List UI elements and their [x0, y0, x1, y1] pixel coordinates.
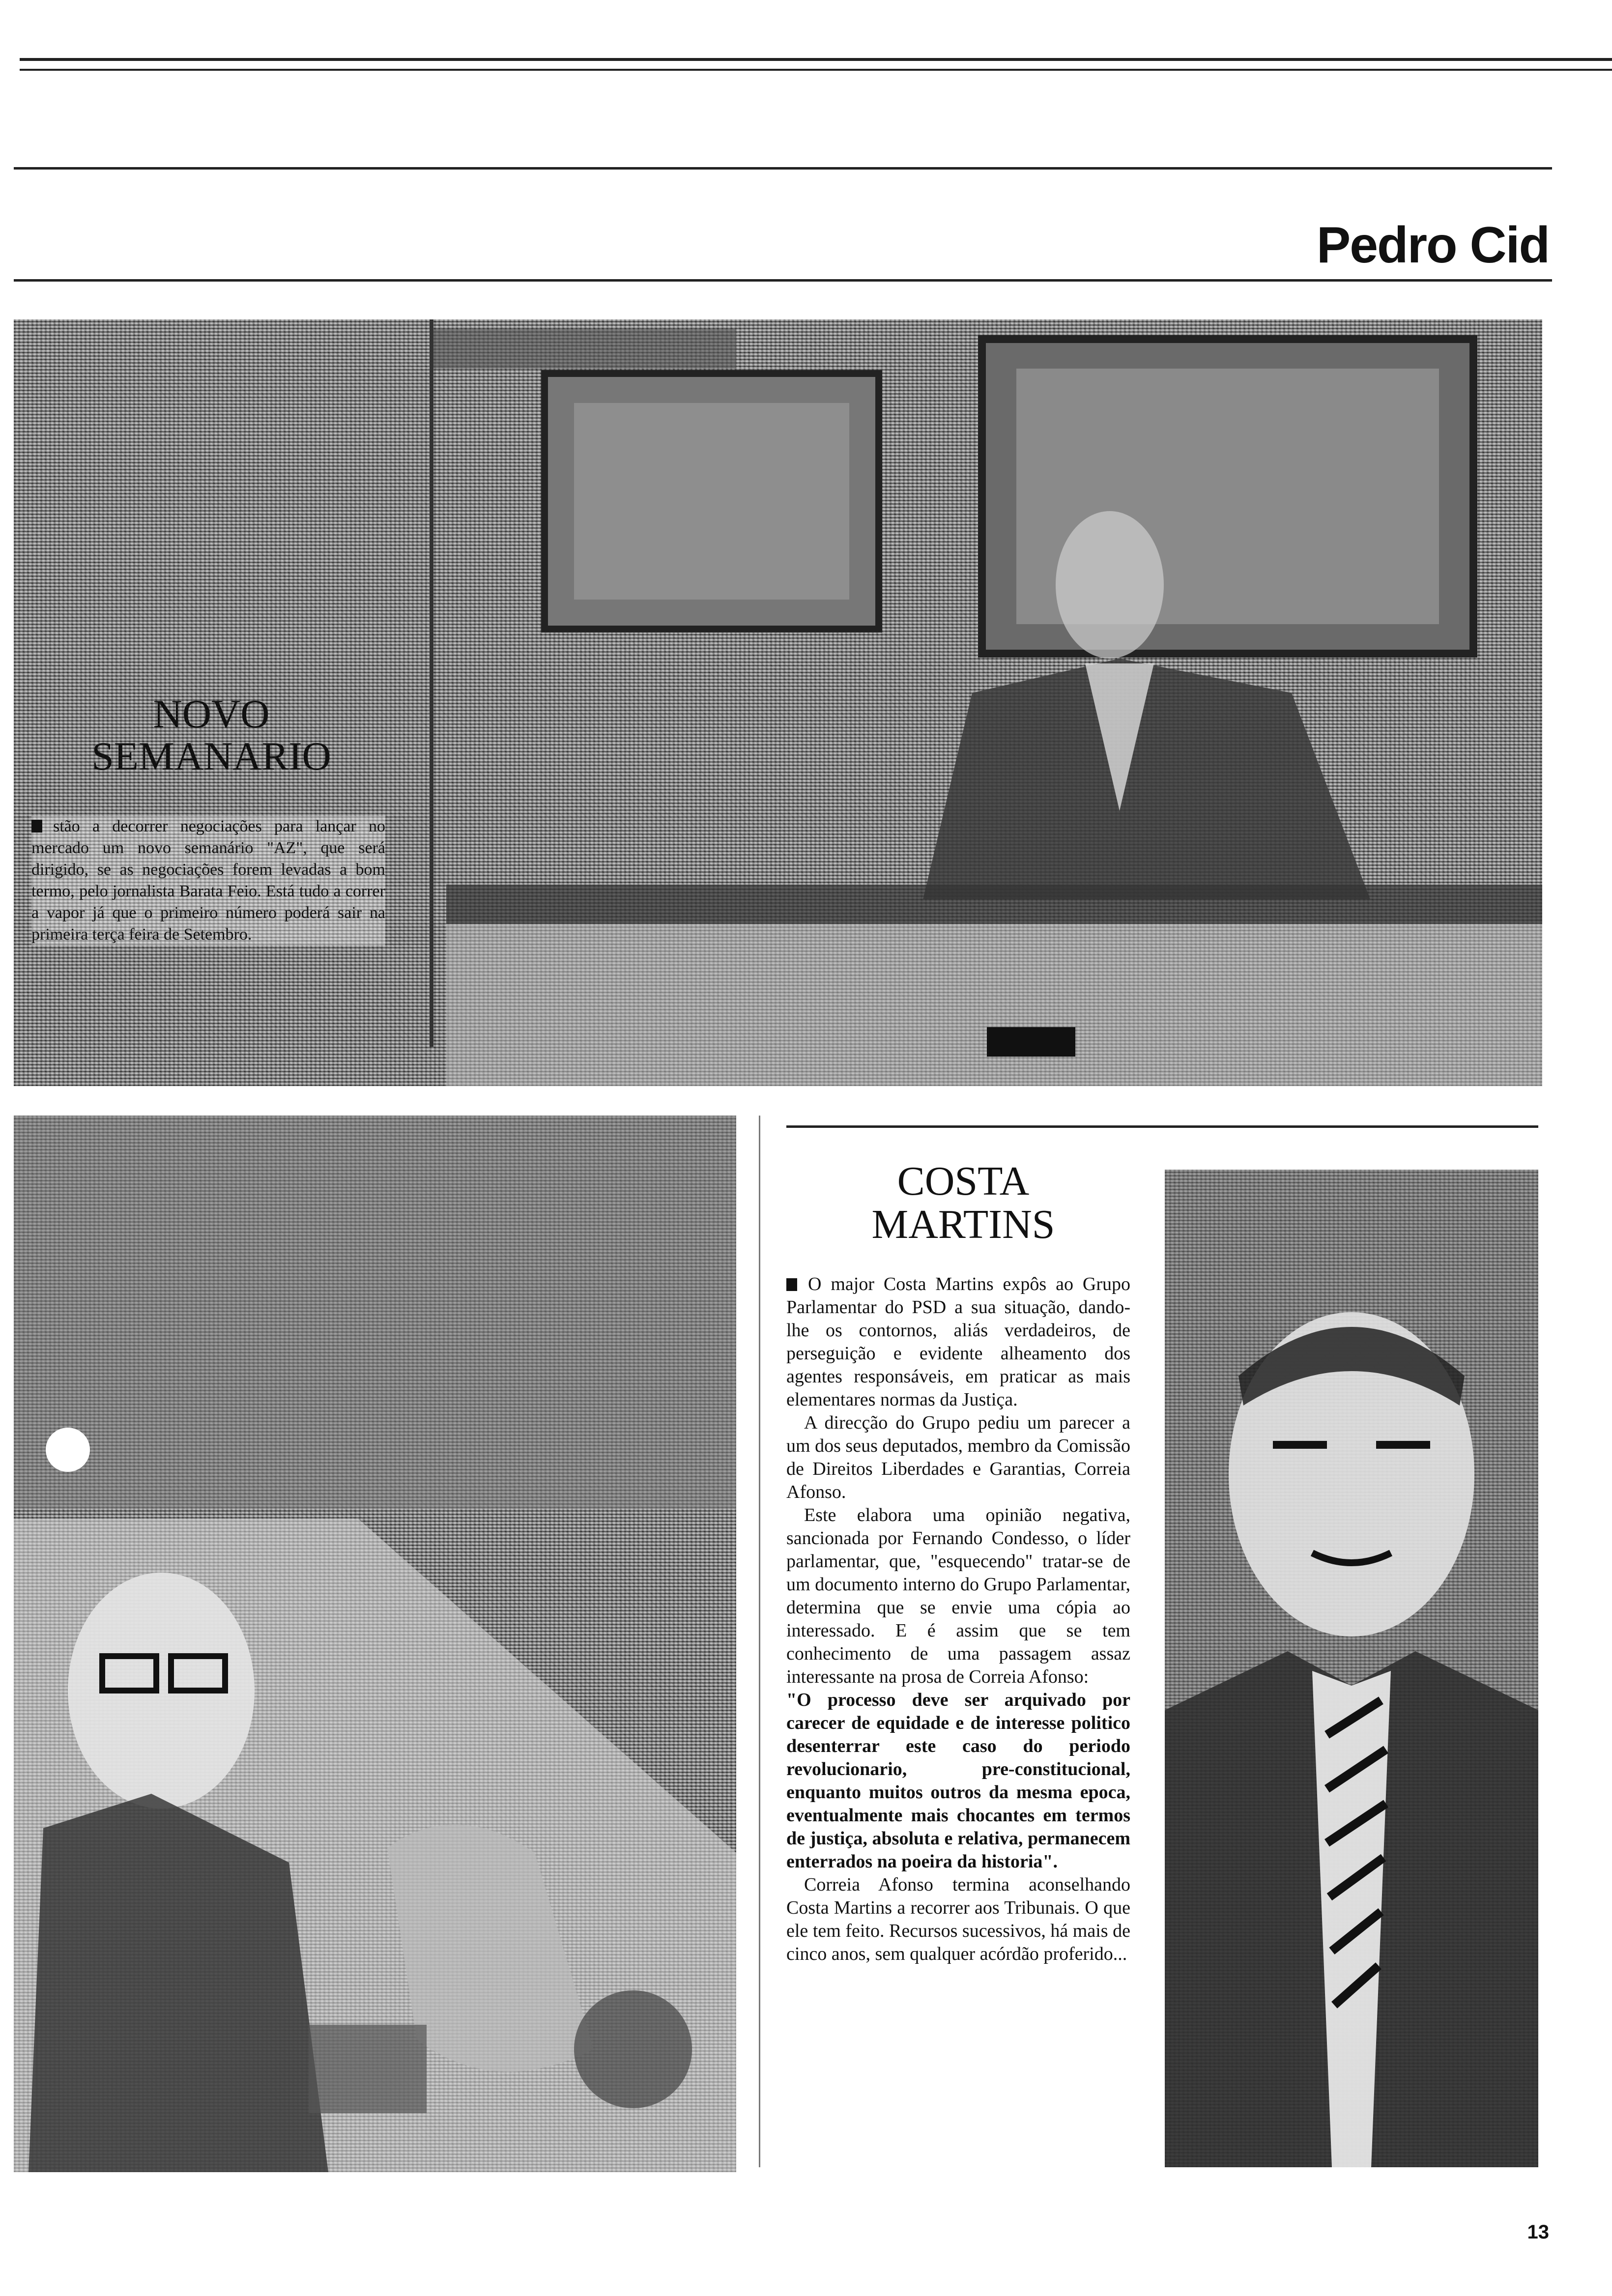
header-rule-upper	[14, 167, 1552, 170]
bullet-icon	[31, 820, 42, 832]
costa-martins-portrait	[1165, 1170, 1538, 2167]
novo-semanario-headline-line2: SEMANARIO	[91, 734, 331, 779]
costa-martins-headline	[786, 1160, 1140, 1246]
bullet-icon	[786, 1278, 797, 1291]
man-with-glasses-photo	[14, 1116, 736, 2172]
costa-martins-quote	[786, 1689, 1130, 1873]
costa-martins-paragraph-1	[786, 1273, 1130, 1411]
top-rule-double-1	[20, 58, 1612, 61]
costa-martins-headline-line2: MARTINS	[871, 1202, 1055, 1248]
costa-martins-top-rule	[786, 1125, 1538, 1128]
costa-martins-headline-line1: COSTA	[897, 1158, 1030, 1204]
man-with-glasses-illustration	[14, 1116, 736, 2172]
novo-semanario-paragraph	[31, 816, 385, 946]
novo-semanario-body	[31, 816, 385, 946]
novo-semanario-text: stão a decorrer negociações para lançar no mercado um novo semanário "AZ", que será dirigido, se as negociações forem levadas a bom termo, pelo jornalista Barata Feio. Está tudo a correr a vapor já que o primeiro número poderá sair na primeira terça feira de Setembro.	[31, 817, 385, 944]
costa-martins-paragraph-1-text: O major Costa Martins expôs ao Grupo Parlamentar do PSD a sua situação, dando-lhe os contornos, aliás verdadeiros, de perseguição e evidente alheamento dos agentes responsáveis, em praticar as mais elementares normas da Justiça.	[786, 1274, 1130, 1410]
column-divider	[759, 1116, 760, 2167]
costa-martins-paragraph-2: A direcção do Grupo pediu um parecer a um dos seus deputados, membro da Comissão de Direitos Liberdades e Garantias, Correia Afonso.	[786, 1412, 1130, 1502]
costa-martins-closing: Correia Afonso termina aconselhando Costa Martins a recorrer aos Tribunais. O que ele tem feito. Recursos sucessivos, há mais de cinco anos, sem qualquer acórdão proferido...	[786, 1874, 1130, 1964]
page-number: 13	[1527, 2221, 1549, 2243]
top-rule-double-2	[20, 69, 1612, 71]
costa-martins-paragraph-3: Este elabora uma opinião negativa, sancionada por Fernando Condesso, o líder parlamentar, que, "esquecendo" tratar-se de um documento interno do Grupo Parlamentar, determina que se envie uma cópia ao interessado. E é assim que se tem conhecimento de uma passagem assaz interessante na prosa de Correia Afonso:	[786, 1505, 1130, 1687]
costa-martins-quote-text: "O processo deve ser arquivado por carecer de equidade e de interesse politico desenterrar este caso do periodo revolucionario, pre-constitucional, enquanto muitos outros da mesma epoca, eventualmente mais chocantes em termos de justiça, absoluta e relativa, permanecem enterrados na poeira da historia".	[786, 1690, 1130, 1872]
costa-martins-portrait-illustration	[1165, 1170, 1538, 2167]
novo-semanario-headline	[54, 693, 369, 777]
novo-semanario-headline-line1: NOVO	[153, 691, 270, 736]
header-rule-lower	[14, 279, 1552, 282]
author-name: Pedro Cid	[1316, 217, 1549, 274]
costa-martins-body	[786, 1273, 1130, 1966]
